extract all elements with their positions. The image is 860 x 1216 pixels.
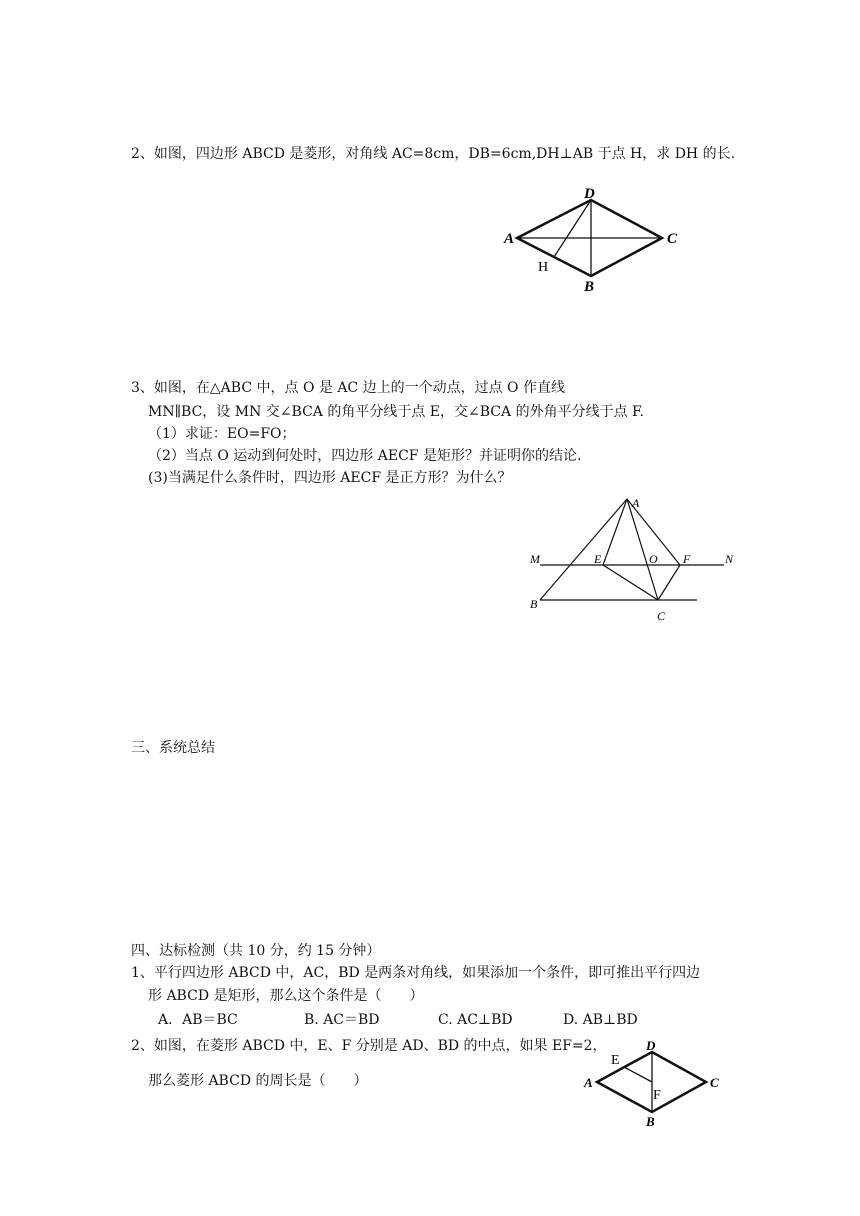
test-q2-line1: 2、如图，在菱形 ABCD 中，E、F 分别是 AD、BD 的中点，如果 EF=2， [131, 1038, 607, 1054]
label-e: E [611, 1053, 620, 1068]
side-ab [540, 499, 627, 600]
option-d: D. AB⊥BD [563, 1012, 638, 1028]
label-m: M [530, 552, 540, 566]
rhombus-outline [517, 200, 662, 276]
label-c: C [657, 609, 666, 623]
label-c: C [710, 1075, 719, 1090]
label-n: N [725, 552, 734, 566]
segment-ce [603, 565, 658, 600]
q3-line1: 3、如图，在△ABC 中，点 O 是 AC 边上的一个动点，过点 O 作直线 [131, 380, 565, 396]
q2-text: 2、如图，四边形 ABCD 是菱形，对角线 AC=8cm，DB=6cm,DH⊥AB 于点 H，求 DH 的长. [131, 146, 736, 162]
q3-part3: (3)当满足什么条件时，四边形 AECF 是正方形？为什么？ [148, 470, 512, 486]
option-b: B. AC＝BD [304, 1012, 380, 1028]
label-o: O [649, 552, 658, 566]
label-f: F [653, 1088, 661, 1103]
segment-dh [554, 200, 591, 257]
q3-line2: MN∥BC，设 MN 交∠BCA 的角平分线于点 E，交∠BCA 的外角平分线于点 F. [148, 404, 645, 420]
segment-ef [624, 1067, 652, 1082]
label-f: F [683, 552, 691, 566]
q3-part2: （2）当点 O 运动到何处时，四边形 AECF 是矩形？并证明你的结论. [148, 448, 582, 464]
side-ac [627, 499, 658, 600]
label-a: A [504, 231, 515, 247]
option-c: C. AC⊥BD [438, 1012, 513, 1028]
test-q2-line2: 那么菱形 ABCD 的周长是（ ） [148, 1073, 368, 1089]
rhombus-outline [597, 1052, 706, 1112]
test-q1-line2: 形 ABCD 是矩形，那么这个条件是（ ） [148, 988, 424, 1004]
section-four-title: 四、达标检测（共 10 分，约 15 分钟） [131, 943, 381, 959]
option-a: A．AB＝BC [158, 1012, 238, 1028]
label-c: C [667, 231, 678, 247]
segment-af [627, 499, 680, 565]
segment-ae [603, 499, 627, 565]
label-d: D [584, 186, 595, 202]
section-three-title: 三、系统总结 [131, 740, 215, 756]
label-h: H [538, 260, 549, 275]
label-a: A [584, 1075, 593, 1090]
test-q1-line1: 1、平行四边形 ABCD 中，AC，BD 是两条对角线，如果添加一个条件，即可推出平行四边 [131, 965, 701, 981]
label-d: D [646, 1038, 656, 1053]
q3-part1: （1）求证：EO=FO； [148, 426, 296, 442]
label-b: B [646, 1114, 655, 1129]
label-e: E [594, 552, 602, 566]
segment-cf [658, 565, 680, 600]
label-b: B [530, 597, 538, 611]
label-b: B [584, 279, 595, 295]
label-a: A [632, 496, 640, 510]
